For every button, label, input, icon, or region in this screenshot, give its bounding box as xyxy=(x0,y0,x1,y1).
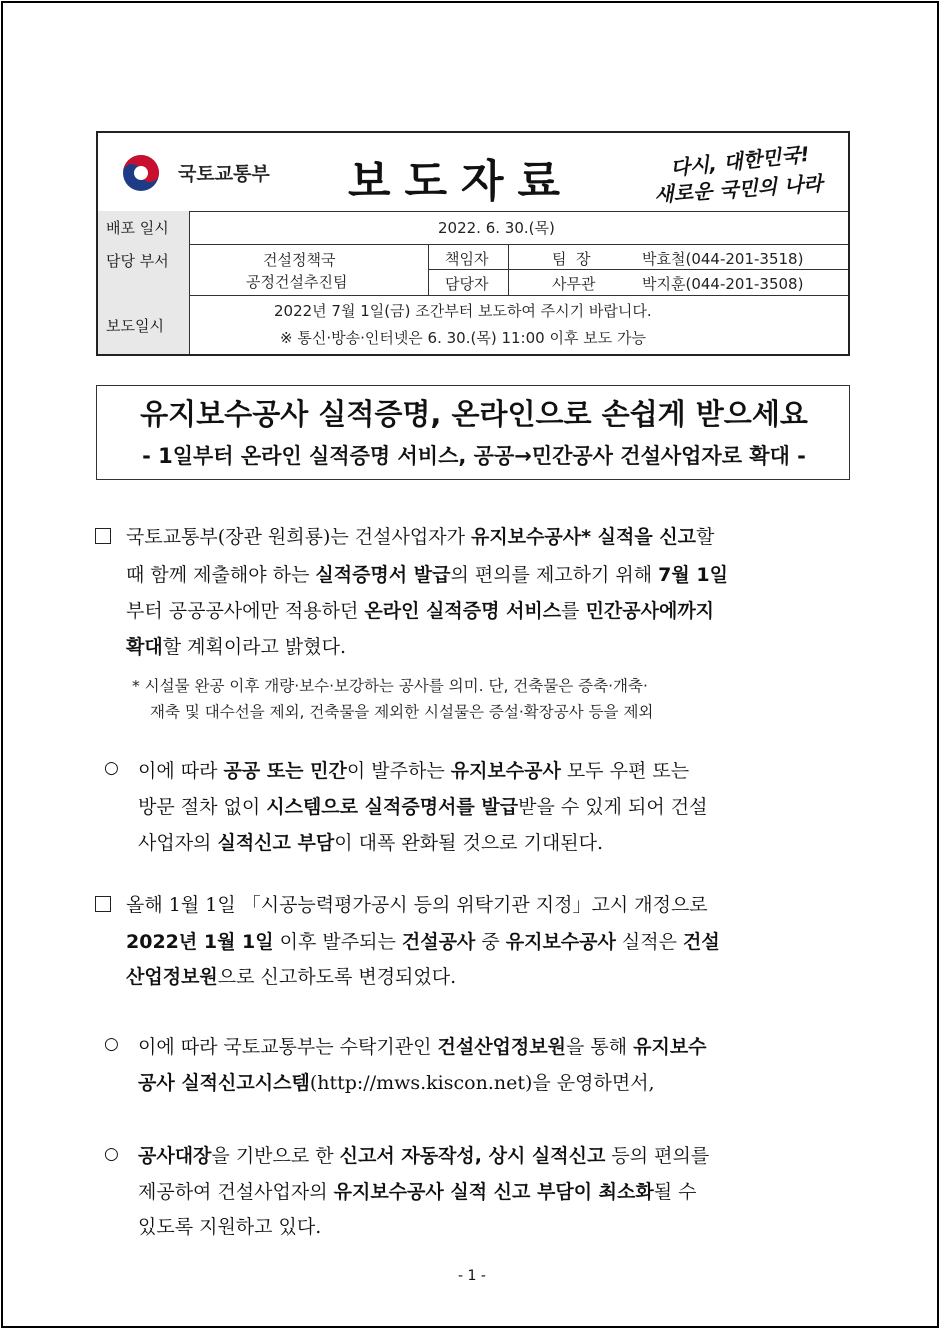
taegeuk-logo-icon xyxy=(118,153,164,193)
headline-box xyxy=(96,385,850,480)
resp-name: 박효철(044-201-3518) xyxy=(642,250,804,268)
press-line2: ※ 통신·방송·인터넷은 6. 30.(목) 11:00 이후 보도 가능 xyxy=(280,329,646,347)
p1a-line2: 방문 절차 없이 시스템으로 실적증명서를 발급받을 수 있게 되어 건설 xyxy=(138,796,708,818)
p2a-line2: 공사 실적신고시스템(http://mws.kiscon.net)을 운영하면서, xyxy=(138,1072,655,1094)
p2-line2: 2022년 1월 1일 이후 발주되는 건설공사 중 유지보수공사 실적은 건설 xyxy=(126,931,720,953)
press-label-cell xyxy=(98,295,190,354)
slogan-line2: 새로운 국민의 나라 xyxy=(653,171,824,207)
page-number: - 1 - xyxy=(458,1268,486,1284)
headline-main: 유지보수공사 실적증명, 온라인으로 손쉽게 받으세요 xyxy=(140,397,808,431)
circle-bullet-icon: ○ xyxy=(104,1144,119,1164)
p2b-line2: 제공하여 건설사업자의 유지보수공사 실적 신고 부담이 최소화될 수 xyxy=(138,1181,697,1203)
p2b-line1: 공사대장을 기반으로 한 신고서 자동작성, 상시 실적신고 등의 편의를 xyxy=(138,1145,710,1167)
p1-note2: 재축 및 대수선을 제외, 건축물을 제외한 시설물은 증설·확장공사 등을 제외 xyxy=(150,703,654,721)
header-title-bar xyxy=(98,133,848,212)
dept-line1: 건설정책국 xyxy=(263,251,336,269)
dept-row xyxy=(98,244,848,296)
page-title: 보도자료 xyxy=(348,156,575,207)
circle-bullet-icon: ○ xyxy=(104,1034,119,1054)
p2-line3: 산업정보원으로 신고하도록 변경되었다. xyxy=(126,966,457,988)
dept-label-cell xyxy=(98,244,190,295)
release-row xyxy=(98,211,848,245)
release-value: 2022. 6. 30.(목) xyxy=(438,219,555,237)
p1a-line3: 사업자의 실적신고 부담이 대폭 완화될 것으로 기대된다. xyxy=(138,832,604,854)
p2b-line3: 있도록 지원하고 있다. xyxy=(138,1216,322,1238)
square-bullet-icon xyxy=(95,528,111,544)
press-label: 보도일시 xyxy=(106,317,164,335)
contact-name: 박지훈(044-201-3508) xyxy=(642,275,804,293)
contact-title: 사무관 xyxy=(552,275,596,293)
contact-label: 담당자 xyxy=(445,275,489,293)
p2-line1: 올해 1월 1일 「시공능력평가공시 등의 위탁기관 지정」고시 개정으로 xyxy=(126,894,708,916)
dept-label: 담당 부서 xyxy=(106,252,169,270)
resp-title: 팀 장 xyxy=(552,250,591,268)
org-name: 국토교통부 xyxy=(178,163,270,185)
slogan-line1: 다시, 대한민국! xyxy=(669,141,811,181)
press-line1: 2022년 7월 1일(금) 조간부터 보도하여 주시기 바랍니다. xyxy=(274,302,652,320)
square-bullet-icon xyxy=(95,896,111,912)
p1-line1: 국토교통부(장관 원희룡)는 건설사업자가 유지보수공사* 실적을 신고할 xyxy=(126,526,715,548)
p1a-line1: 이에 따라 공공 또는 민간이 발주하는 유지보수공사 모두 우편 또는 xyxy=(138,760,690,782)
release-label: 배포 일시 xyxy=(106,219,169,237)
circle-bullet-icon: ○ xyxy=(104,758,119,778)
p1-line2: 때 함께 제출해야 하는 실적증명서 발급의 편의를 제고하기 위해 7월 1일 xyxy=(126,564,728,586)
headline-sub: - 1일부터 온라인 실적증명 서비스, 공공→민간공사 건설사업자로 확대 - xyxy=(142,444,806,468)
press-header xyxy=(96,131,850,356)
resp-label: 책임자 xyxy=(445,250,489,268)
p2a-line1: 이에 따라 국토교통부는 수탁기관인 건설산업정보원을 통해 유지보수 xyxy=(138,1036,707,1058)
p1-note1: * 시설물 완공 이후 개량·보수·보강하는 공사를 의미. 단, 건축물은 증축·개축· xyxy=(132,677,648,695)
press-row xyxy=(98,295,848,354)
p1-line3: 부터 공공공사에만 적용하던 온라인 실적증명 서비스를 민간공사에까지 xyxy=(126,600,715,622)
release-label-cell xyxy=(98,211,190,244)
p1-line4: 확대할 계획이라고 밝혔다. xyxy=(126,636,347,658)
dept-line2: 공정건설추진팀 xyxy=(246,273,348,291)
